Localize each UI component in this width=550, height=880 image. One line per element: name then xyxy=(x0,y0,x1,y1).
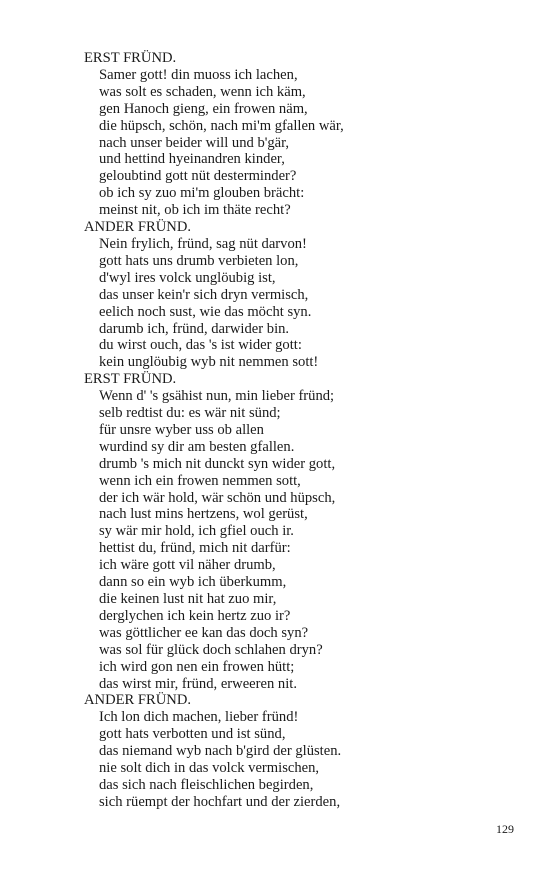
speaker-heading: ERST FRÜND. xyxy=(84,50,177,66)
verse-line: die hüpsch, schön, nach mi'm gfallen wär, xyxy=(99,117,344,134)
verse-line: meinst nit, ob ich im thäte recht? xyxy=(99,202,291,219)
verse-line: kein unglöubig wyb nit nemmen sott! xyxy=(99,354,319,371)
verse-line: d'wyl ires volck unglöubig ist, xyxy=(99,269,276,286)
speaker-heading: ERST FRÜND. xyxy=(84,371,177,388)
verse-line: du wirst ouch, das 's ist wider gott: xyxy=(99,337,302,354)
text-block xyxy=(84,50,524,811)
verse-line: das wirst mir, fründ, erweeren nit. xyxy=(99,675,297,692)
verse-line: ich wäre gott vil näher drumb, xyxy=(99,557,276,574)
verse-line: geloubtind gott nüt desterminder? xyxy=(99,168,297,185)
verse-line: wenn ich ein frowen nemmen sott, xyxy=(99,472,301,489)
verse-line: hettist du, fründ, mich nit darfür: xyxy=(99,540,291,557)
verse-line: darumb ich, fründ, darwider bin. xyxy=(99,320,290,337)
page-number: 129 xyxy=(496,822,514,836)
verse-line: das unser kein'r sich dryn vermisch, xyxy=(99,286,309,303)
verse-line: und hettind hyeinandren kinder, xyxy=(99,151,285,168)
verse-line: selb redtist du: es wär nit sünd; xyxy=(99,405,281,422)
verse-line: Samer gott! din muoss ich lachen, xyxy=(99,66,298,83)
verse-line: ob ich sy zuo mi'm glouben brächt: xyxy=(99,185,305,202)
verse-line: dann so ein wyb ich überkumm, xyxy=(99,574,287,591)
verse-line: gott hats verbotten und ist sünd, xyxy=(99,726,286,743)
speaker-heading: ANDER FRÜND. xyxy=(84,692,192,709)
speaker-heading: ANDER FRÜND. xyxy=(84,219,192,236)
verse-line: für unsre wyber uss ob allen xyxy=(99,421,264,438)
verse-line: gott hats uns drumb verbieten lon, xyxy=(99,252,299,269)
verse-line: das sich nach fleischlichen begirden, xyxy=(99,776,314,793)
verse-line: Wenn d' 's gsähist nun, min lieber fründ; xyxy=(99,388,335,405)
verse-line: was solt es schaden, wenn ich käm, xyxy=(99,83,306,100)
verse-line: Ich lon dich machen, lieber fründ! xyxy=(99,709,299,726)
verse-line: eelich noch sust, wie das möcht syn. xyxy=(99,303,312,320)
verse-line: Nein frylich, fründ, sag nüt darvon! xyxy=(99,235,307,252)
verse-line: wurdind sy dir am besten gfallen. xyxy=(99,438,295,455)
verse-line: was göttlicher ee kan das doch syn? xyxy=(99,624,309,641)
verse-line: nie solt dich in das volck vermischen, xyxy=(99,760,320,777)
verse-line: ich wird gon nen ein frowen hütt; xyxy=(99,658,295,675)
verse-line: derglychen ich kein hertz zuo ir? xyxy=(99,607,291,624)
verse-line: die keinen lust nit hat zuo mir, xyxy=(99,591,277,607)
verse-line: sich rüempt der hochfart und der zierden, xyxy=(99,793,341,810)
verse-line: das niemand wyb nach b'gird der glüsten. xyxy=(99,743,342,760)
verse-line: sy wär mir hold, ich gfiel ouch ir. xyxy=(99,523,294,540)
verse-line: drumb 's mich nit dunckt syn wider gott, xyxy=(99,455,336,472)
verse-line: was sol für glück doch schlahen dryn? xyxy=(99,641,323,658)
verse-line: nach lust mins hertzens, wol gerüst, xyxy=(99,506,308,523)
verse-line: gen Hanoch gieng, ein frowen näm, xyxy=(99,100,308,117)
verse-line: der ich wär hold, wär schön und hüpsch, xyxy=(99,489,336,506)
verse-line: nach unser beider will und b'gär, xyxy=(99,134,290,151)
